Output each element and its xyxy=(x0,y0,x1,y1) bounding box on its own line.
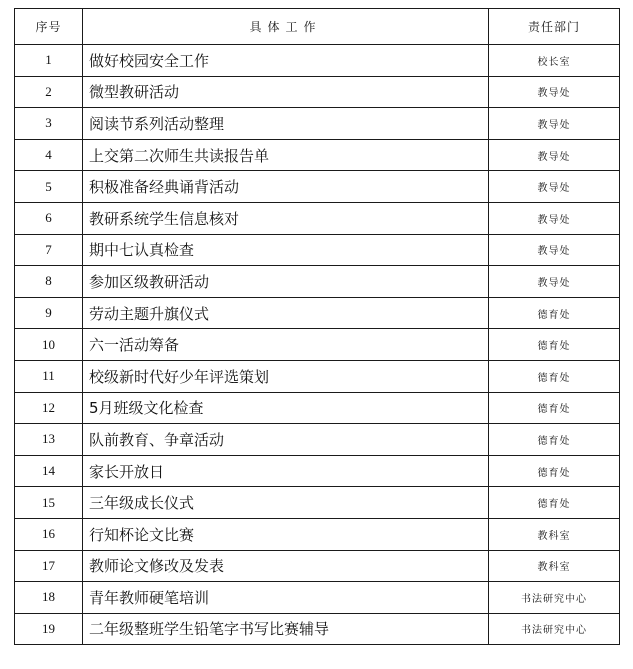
table-row xyxy=(15,297,620,329)
row-index: 10 xyxy=(15,329,83,361)
row-dept: 德育处 xyxy=(489,360,620,392)
table-row xyxy=(15,613,620,645)
table-row xyxy=(15,455,620,487)
row-index: 1 xyxy=(15,45,83,77)
row-index: 13 xyxy=(15,424,83,456)
table-row xyxy=(15,582,620,614)
row-dept: 教导处 xyxy=(489,139,620,171)
row-index: 16 xyxy=(15,518,83,550)
table-body xyxy=(15,45,620,645)
header-dept: 责任部门 xyxy=(489,9,620,45)
row-index: 15 xyxy=(15,487,83,519)
row-task: 阅读节系列活动整理 xyxy=(83,108,489,140)
table-row xyxy=(15,266,620,298)
row-task: 教师论文修改及发表 xyxy=(83,550,489,582)
table-row xyxy=(15,108,620,140)
table-row xyxy=(15,171,620,203)
row-task: 期中七认真检查 xyxy=(83,234,489,266)
row-task: 家长开放日 xyxy=(83,455,489,487)
table-row xyxy=(15,360,620,392)
table-header-row xyxy=(15,9,620,45)
row-index: 19 xyxy=(15,613,83,645)
table-row xyxy=(15,329,620,361)
row-index: 6 xyxy=(15,202,83,234)
table-row xyxy=(15,550,620,582)
row-task: 参加区级教研活动 xyxy=(83,266,489,298)
row-dept: 德育处 xyxy=(489,329,620,361)
row-task: 上交第二次师生共读报告单 xyxy=(83,139,489,171)
row-dept: 德育处 xyxy=(489,487,620,519)
row-index: 2 xyxy=(15,76,83,108)
row-dept: 教导处 xyxy=(489,76,620,108)
row-task: 5月班级文化检查 xyxy=(83,392,489,424)
row-index: 4 xyxy=(15,139,83,171)
row-dept: 教科室 xyxy=(489,518,620,550)
table-row xyxy=(15,76,620,108)
table-row xyxy=(15,424,620,456)
row-dept: 教导处 xyxy=(489,202,620,234)
row-task: 行知杯论文比赛 xyxy=(83,518,489,550)
table-row xyxy=(15,392,620,424)
row-dept: 德育处 xyxy=(489,297,620,329)
table-row xyxy=(15,518,620,550)
row-index: 17 xyxy=(15,550,83,582)
row-task: 青年教师硬笔培训 xyxy=(83,582,489,614)
row-task: 积极准备经典诵背活动 xyxy=(83,171,489,203)
header-index: 序号 xyxy=(15,9,83,45)
row-index: 14 xyxy=(15,455,83,487)
row-index: 3 xyxy=(15,108,83,140)
row-task: 队前教育、争章活动 xyxy=(83,424,489,456)
row-task: 做好校园安全工作 xyxy=(83,45,489,77)
row-task: 三年级成长仪式 xyxy=(83,487,489,519)
table-row xyxy=(15,234,620,266)
row-index: 11 xyxy=(15,360,83,392)
row-index: 5 xyxy=(15,171,83,203)
row-dept: 书法研究中心 xyxy=(489,582,620,614)
row-index: 9 xyxy=(15,297,83,329)
row-index: 8 xyxy=(15,266,83,298)
row-dept: 德育处 xyxy=(489,392,620,424)
row-index: 7 xyxy=(15,234,83,266)
row-dept: 教导处 xyxy=(489,234,620,266)
row-task: 微型教研活动 xyxy=(83,76,489,108)
row-task: 教研系统学生信息核对 xyxy=(83,202,489,234)
row-task: 二年级整班学生铅笔字书写比赛辅导 xyxy=(83,613,489,645)
table-row xyxy=(15,45,620,77)
row-task: 校级新时代好少年评选策划 xyxy=(83,360,489,392)
row-task: 六一活动筹备 xyxy=(83,329,489,361)
row-dept: 教科室 xyxy=(489,550,620,582)
row-dept: 书法研究中心 xyxy=(489,613,620,645)
work-schedule-table-container xyxy=(14,8,619,645)
table-row xyxy=(15,139,620,171)
work-schedule-table xyxy=(14,8,620,645)
row-dept: 德育处 xyxy=(489,455,620,487)
row-index: 12 xyxy=(15,392,83,424)
row-dept: 教导处 xyxy=(489,108,620,140)
row-index: 18 xyxy=(15,582,83,614)
row-dept: 教导处 xyxy=(489,266,620,298)
row-dept: 校长室 xyxy=(489,45,620,77)
row-dept: 教导处 xyxy=(489,171,620,203)
header-task: 具体工作 xyxy=(83,9,489,45)
row-task: 劳动主题升旗仪式 xyxy=(83,297,489,329)
row-dept: 德育处 xyxy=(489,424,620,456)
table-row xyxy=(15,487,620,519)
table-row xyxy=(15,202,620,234)
